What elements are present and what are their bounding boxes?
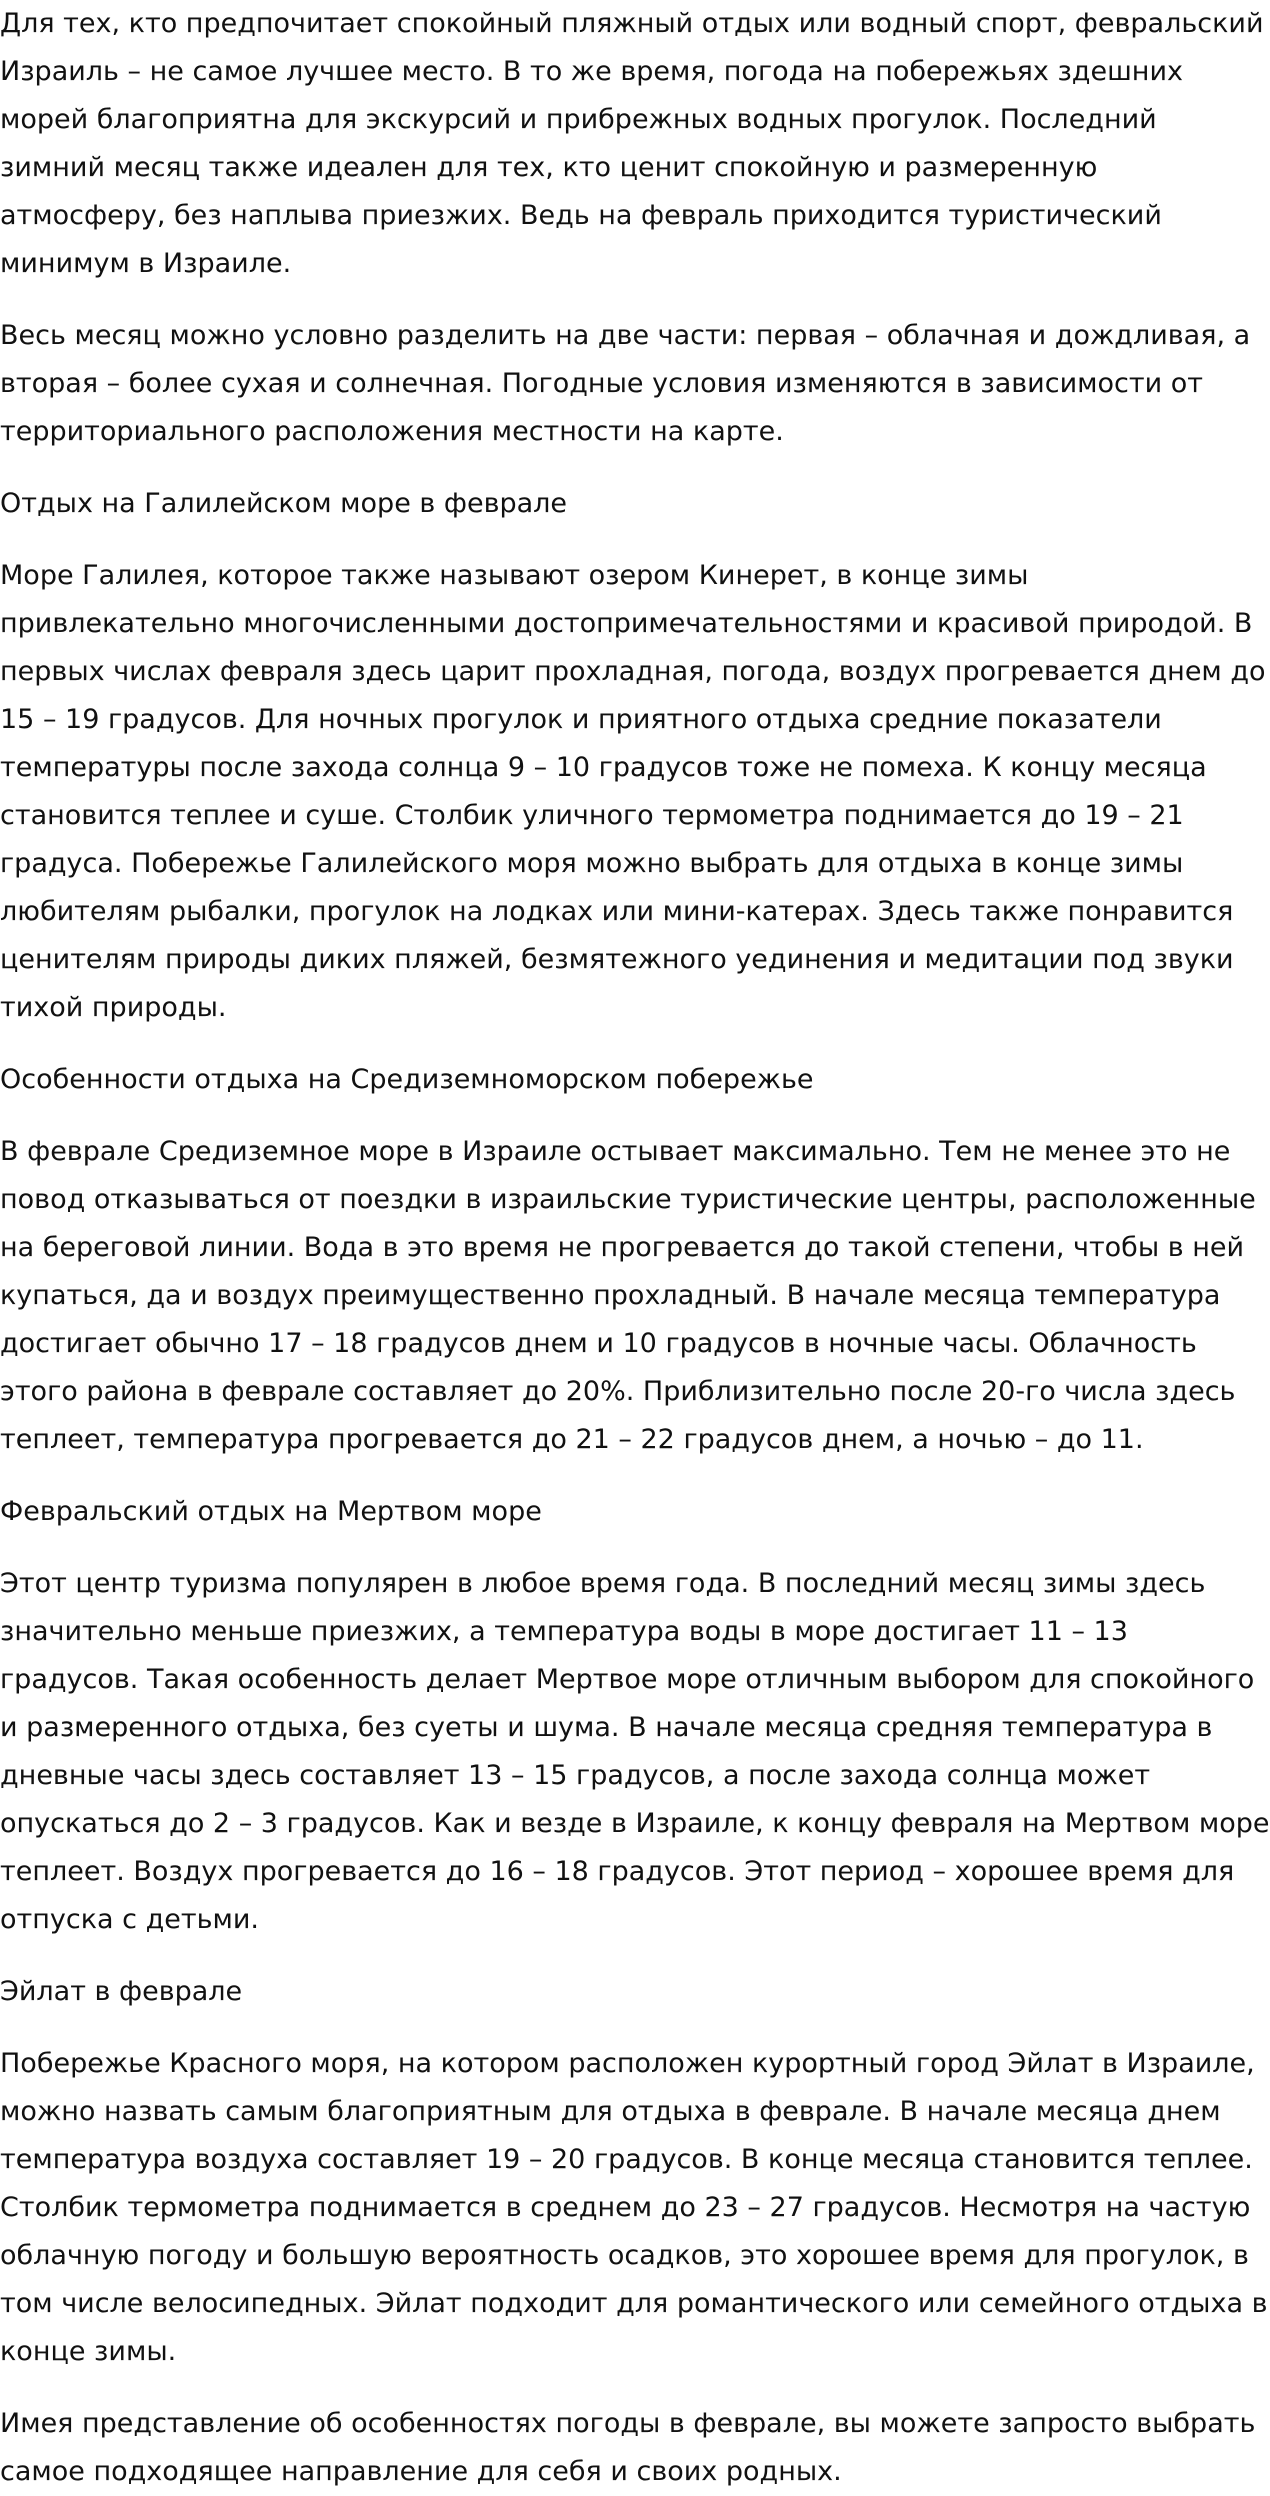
conclusion-paragraph: Имея представление об особенностях погоды в феврале, вы можете запросто выбрать самое подходящее направление для себя и своих родных.: [0, 2408, 1256, 2487]
section-heading-dead-sea: Февральский отдых на Мертвом море: [0, 1496, 542, 1527]
intro-paragraph-1: Для тех, кто предпочитает спокойный пляжный отдых или водный спорт, февральский Израиль – не самое лучшее место. В то же время, погода на побережьях здешних морей благоприятна для экскурсий и прибрежных водных прогулок. Последний зимний месяц также идеален для тех, кто ценит спокойную и размеренную атмосферу, без наплыва приезжих. Ведь на февраль приходится туристический минимум в Израиле.: [0, 8, 1264, 279]
section-text-galilee: Море Галилея, которое также называют озером Кинерет, в конце зимы привлекательно многочисленными достопримечательностями и красивой природой. В первых числах февраля здесь царит прохладная, погода, воздух прогревается днем до 15 – 19 градусов. Для ночных прогулок и приятного отдыха средние показатели температуры после захода солнца 9 – 10 градусов тоже не помеха. К концу месяца становится теплее и суше. Столбик уличного термометра поднимается до 19 – 21 градуса. Побережье Галилейского моря можно выбрать для отдыха в конце зимы любителям рыбалки, прогулок на лодках или мини-катерах. Здесь также понравится ценителям природы диких пляжей, безмятежного уединения и медитации под звуки тихой природы.: [0, 560, 1266, 1023]
section-heading-galilee: Отдых на Галилейском море в феврале: [0, 488, 568, 519]
section-heading-eilat: Эйлат в феврале: [0, 1976, 243, 2007]
section-text-dead-sea: Этот центр туризма популярен в любое время года. В последний месяц зимы здесь значительно меньше приезжих, а температура воды в море достигает 11 – 13 градусов. Такая особенность делает Мертвое море отличным выбором для спокойного и размеренного отдыха, без суеты и шума. В начале месяца средняя температура в дневные часы здесь составляет 13 – 15 градусов, а после захода солнца может опускаться до 2 – 3 градусов. Как и везде в Израиле, к концу февраля на Мертвом море теплеет. Воздух прогревается до 16 – 18 градусов. Этот период – хорошее время для отпуска с детьми.: [0, 1568, 1270, 1935]
section-text-eilat: Побережье Красного моря, на котором расположен курортный город Эйлат в Израиле, можно назвать самым благоприятным для отдыха в феврале. В начале месяца днем температура воздуха составляет 19 – 20 градусов. В конце месяца становится теплее. Столбик термометра поднимается в среднем до 23 – 27 градусов. Несмотря на частую облачную погоду и большую вероятность осадков, это хорошее время для прогулок, в том числе велосипедных. Эйлат подходит для романтического или семейного отдыха в конце зимы.: [0, 2048, 1268, 2367]
section-text-mediterranean: В феврале Средиземное море в Израиле остывает максимально. Тем не менее это не повод отказываться от поездки в израильские туристические центры, расположенные на береговой линии. Вода в это время не прогревается до такой степени, чтобы в ней купаться, да и воздух преимущественно прохладный. В начале месяца температура достигает обычно 17 – 18 градусов днем и 10 градусов в ночные часы. Облачность этого района в феврале составляет до 20%. Приблизительно после 20-го числа здесь теплеет, температура прогревается до 21 – 22 градусов днем, а ночью – до 11.: [0, 1136, 1256, 1455]
intro-paragraph-2: Весь месяц можно условно разделить на две части: первая – облачная и дождливая, а вторая – более сухая и солнечная. Погодные условия изменяются в зависимости от территориального расположения местности на карте.: [0, 320, 1251, 447]
section-heading-mediterranean: Особенности отдыха на Средиземноморском побережье: [0, 1064, 814, 1095]
